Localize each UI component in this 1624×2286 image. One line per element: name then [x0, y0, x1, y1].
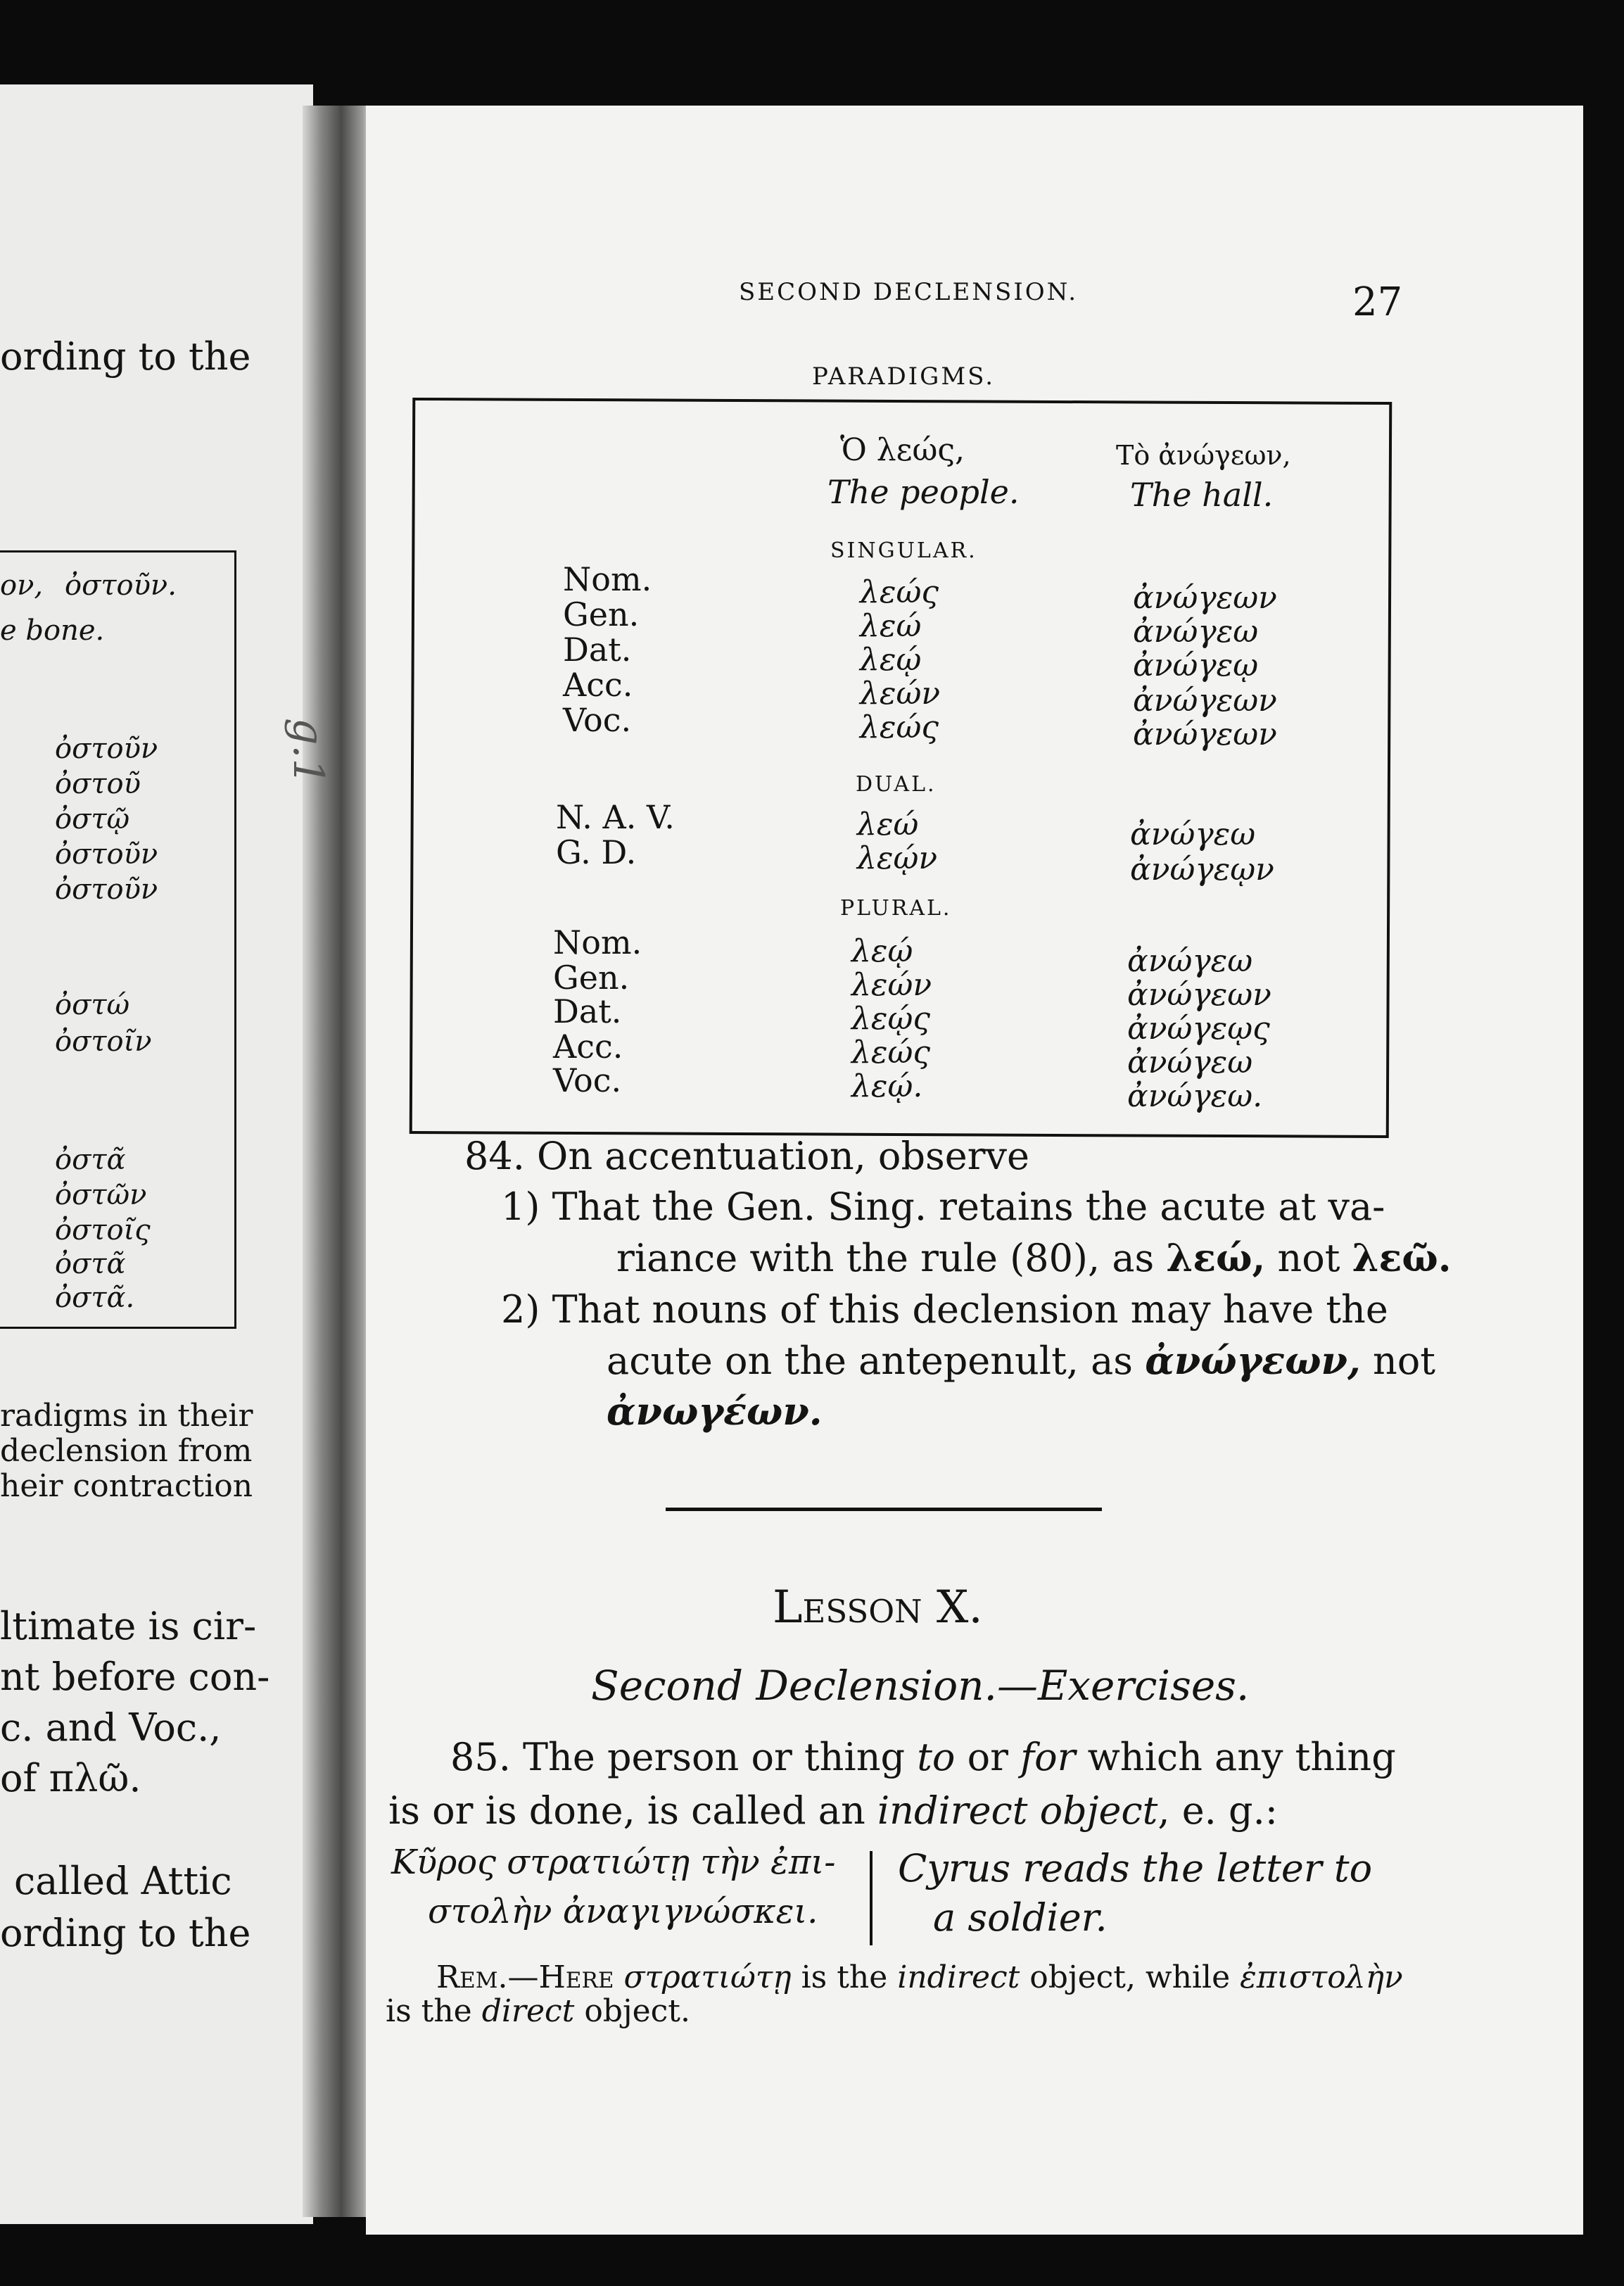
left-para1-line1: radigms in their [0, 1398, 253, 1434]
running-title: SECOND DECLENSION. [739, 278, 1079, 306]
sec85-to: to [917, 1735, 956, 1779]
sec85-or: or [955, 1735, 1021, 1779]
sing-case-nom: Nom. [563, 560, 652, 598]
sing-case-dat: Dat. [563, 631, 632, 669]
left-para2-line2: nt before con- [0, 1655, 270, 1699]
left-top-fragment: ording to the [0, 334, 251, 379]
dual-col1-gd: λεῴν [857, 840, 938, 876]
sec85-line2-b: , e. g.: [1157, 1788, 1278, 1833]
rem-indirect: indirect [897, 1959, 1020, 1995]
rem-direct: direct [481, 1993, 575, 2029]
sec85-line2 [388, 1788, 1278, 1833]
sec84-item1-line2 [616, 1235, 1452, 1280]
sec85-for: for [1020, 1735, 1076, 1779]
section-divider [666, 1508, 1102, 1511]
left-para3-line2: ording to the [0, 1911, 251, 1955]
greek-anogeon: ἀνώγεων, [1145, 1338, 1361, 1383]
sec85-line1-b: which any thing [1075, 1735, 1396, 1779]
handwritten-mark: g.1 [284, 718, 333, 785]
sing-col2-gen: ἀνώγεω [1133, 614, 1259, 650]
left-para3-line1: called Attic [14, 1859, 232, 1903]
left-dual-2: ὀστοῖν [55, 1025, 152, 1058]
sing-case-gen: Gen. [563, 595, 640, 633]
plur-case-acc: Acc. [553, 1028, 623, 1066]
greek-leo-circumflex: λεῶ. [1352, 1235, 1452, 1280]
col2-gloss: The hall. [1130, 476, 1274, 514]
example-english-1: Cyrus reads the letter to [898, 1846, 1373, 1890]
rem-line1 [436, 1959, 1403, 1995]
sing-col2-dat: ἀνώγεῳ [1133, 648, 1259, 683]
plur-case-voc: Voc. [553, 1061, 622, 1099]
greek-leo-acute: λεώ, [1166, 1235, 1266, 1280]
left-paradigm-box [0, 550, 236, 1329]
left-sing-3: ὀστῷ [55, 803, 130, 835]
plur-col1-dat: λεῴς [851, 1001, 931, 1037]
lesson-subtitle: Second Declension.—Exercises. [591, 1662, 1250, 1710]
sec84-item1-text: riance with the rule (80), as [616, 1236, 1167, 1280]
rem-greek-1: στρατιώτῃ [623, 1959, 792, 1995]
dual-col2-gd: ἀνώγεῳν [1130, 852, 1274, 888]
dual-case-gd: G. D. [556, 833, 637, 871]
left-para2-line3: c. and Voc., [0, 1705, 222, 1750]
greek-anogeon-wrong: ἀνωγέων. [607, 1389, 823, 1434]
left-para1-line2: declension from [0, 1433, 253, 1469]
sing-case-voc: Voc. [563, 701, 632, 739]
rem-line2 [386, 1993, 690, 2029]
sing-case-acc: Acc. [563, 666, 633, 704]
dual-col2-nav: ἀνώγεω [1130, 816, 1256, 852]
left-para2-line1: ltimate is cir- [0, 1604, 257, 1648]
plur-case-dat: Dat. [553, 992, 622, 1030]
rem-line2-a: is the [386, 1993, 482, 2029]
plur-col2-gen: ἀνώγεων [1127, 977, 1271, 1013]
left-plur-2: ὀστῶν [55, 1179, 147, 1211]
plur-col2-dat: ἀνώγεῳς [1127, 1011, 1270, 1047]
left-sing-5: ὀστοῦν [55, 873, 158, 906]
plur-col1-nom: λεῴ [851, 933, 913, 969]
plur-col1-voc: λεῴ. [851, 1068, 923, 1104]
sing-col1-gen: λεώ [860, 608, 922, 644]
left-sing-2: ὀστοῦ [55, 768, 141, 800]
left-plur-5: ὀστᾶ. [55, 1282, 135, 1314]
dual-col1-nav: λεώ [857, 807, 919, 842]
rem-is-the: is the [791, 1959, 898, 1995]
page-number: 27 [1352, 279, 1403, 325]
rem-line2-b: object. [574, 1993, 690, 2029]
sing-col1-nom: λεώς [860, 574, 939, 610]
sing-col1-dat: λεῴ [860, 642, 922, 678]
sing-col2-acc: ἀνώγεων [1133, 683, 1277, 719]
left-para1-line3: heir contraction [0, 1468, 253, 1504]
left-box-header-1: ον, [0, 569, 44, 602]
example-english-2: a soldier. [933, 1895, 1108, 1940]
sec85-line2-a: is or is done, is called an [388, 1788, 877, 1833]
plur-col2-voc: ἀνώγεω. [1127, 1078, 1263, 1114]
sec84-item1-line1: 1) That the Gen. Sing. retains the acute at va- [501, 1185, 1385, 1229]
example-greek-2: στολὴν ἀναγιγνώσκει. [428, 1892, 818, 1931]
left-sing-1: ὀστοῦν [55, 733, 158, 765]
sing-col1-voc: λεώς [860, 709, 939, 745]
rem-object-while: object, while [1020, 1959, 1241, 1995]
sec84-item1-not: not [1265, 1236, 1352, 1280]
sing-col2-voc: ἀνώγεων [1133, 716, 1277, 752]
left-box-header-2: ὀστοῦν. [65, 569, 177, 602]
rem-label: Rem.—Here [436, 1959, 624, 1995]
left-box-subheader: e bone. [0, 614, 105, 647]
example-greek-1: Κῦρος στρατιώτῃ τὴν ἐπι- [391, 1843, 836, 1882]
plural-label: PLURAL. [840, 896, 952, 921]
sec85-indirect-object: indirect object [877, 1788, 1158, 1833]
paradigms-title: PARADIGMS. [812, 362, 996, 391]
plur-col2-acc: ἀνώγεω [1127, 1044, 1253, 1080]
sing-col2-nom: ἀνώγεων [1133, 580, 1277, 616]
col2-head: Τὸ ἀνώγεων, [1116, 440, 1291, 471]
col1-head: Ὁ λεώς, [840, 432, 965, 468]
left-plur-3: ὀστοῖς [55, 1214, 151, 1246]
sec85-line1 [450, 1735, 1396, 1779]
sec84-item2-line1: 2) That nouns of this declension may have the [501, 1287, 1388, 1332]
lesson-title: Lesson X. [773, 1581, 983, 1634]
left-plur-1: ὀστᾶ [55, 1144, 126, 1176]
sec84-item2-text: acute on the antepenult, as [607, 1339, 1146, 1383]
singular-label: SINGULAR. [830, 538, 977, 563]
plur-case-gen: Gen. [553, 959, 630, 997]
sec85-line1-a: 85. The person or thing [450, 1735, 918, 1779]
rem-greek-2: ἐπιστολὴν [1240, 1959, 1403, 1995]
dual-case-nav: N. A. V. [556, 798, 675, 836]
dual-label: DUAL. [856, 772, 937, 797]
left-sing-4: ὀστοῦν [55, 838, 158, 871]
sing-col1-acc: λεών [860, 676, 941, 712]
col1-gloss: The people. [827, 473, 1020, 511]
plur-col1-acc: λεώς [851, 1035, 931, 1071]
sec84-item2-not: not [1360, 1339, 1435, 1383]
sec84-item2-line2 [607, 1338, 1435, 1383]
book-gutter [303, 106, 373, 2217]
plur-case-nom: Nom. [553, 923, 642, 961]
sec84-intro: 84. On accentuation, observe [464, 1134, 1029, 1178]
plur-col1-gen: λεών [851, 967, 932, 1003]
example-divider [870, 1851, 873, 1945]
left-plur-4: ὀστᾶ [55, 1248, 126, 1280]
left-para2-line4: of πλῶ. [0, 1756, 141, 1800]
left-dual-1: ὀστώ [55, 989, 130, 1021]
plur-col2-nom: ἀνώγεω [1127, 943, 1253, 979]
